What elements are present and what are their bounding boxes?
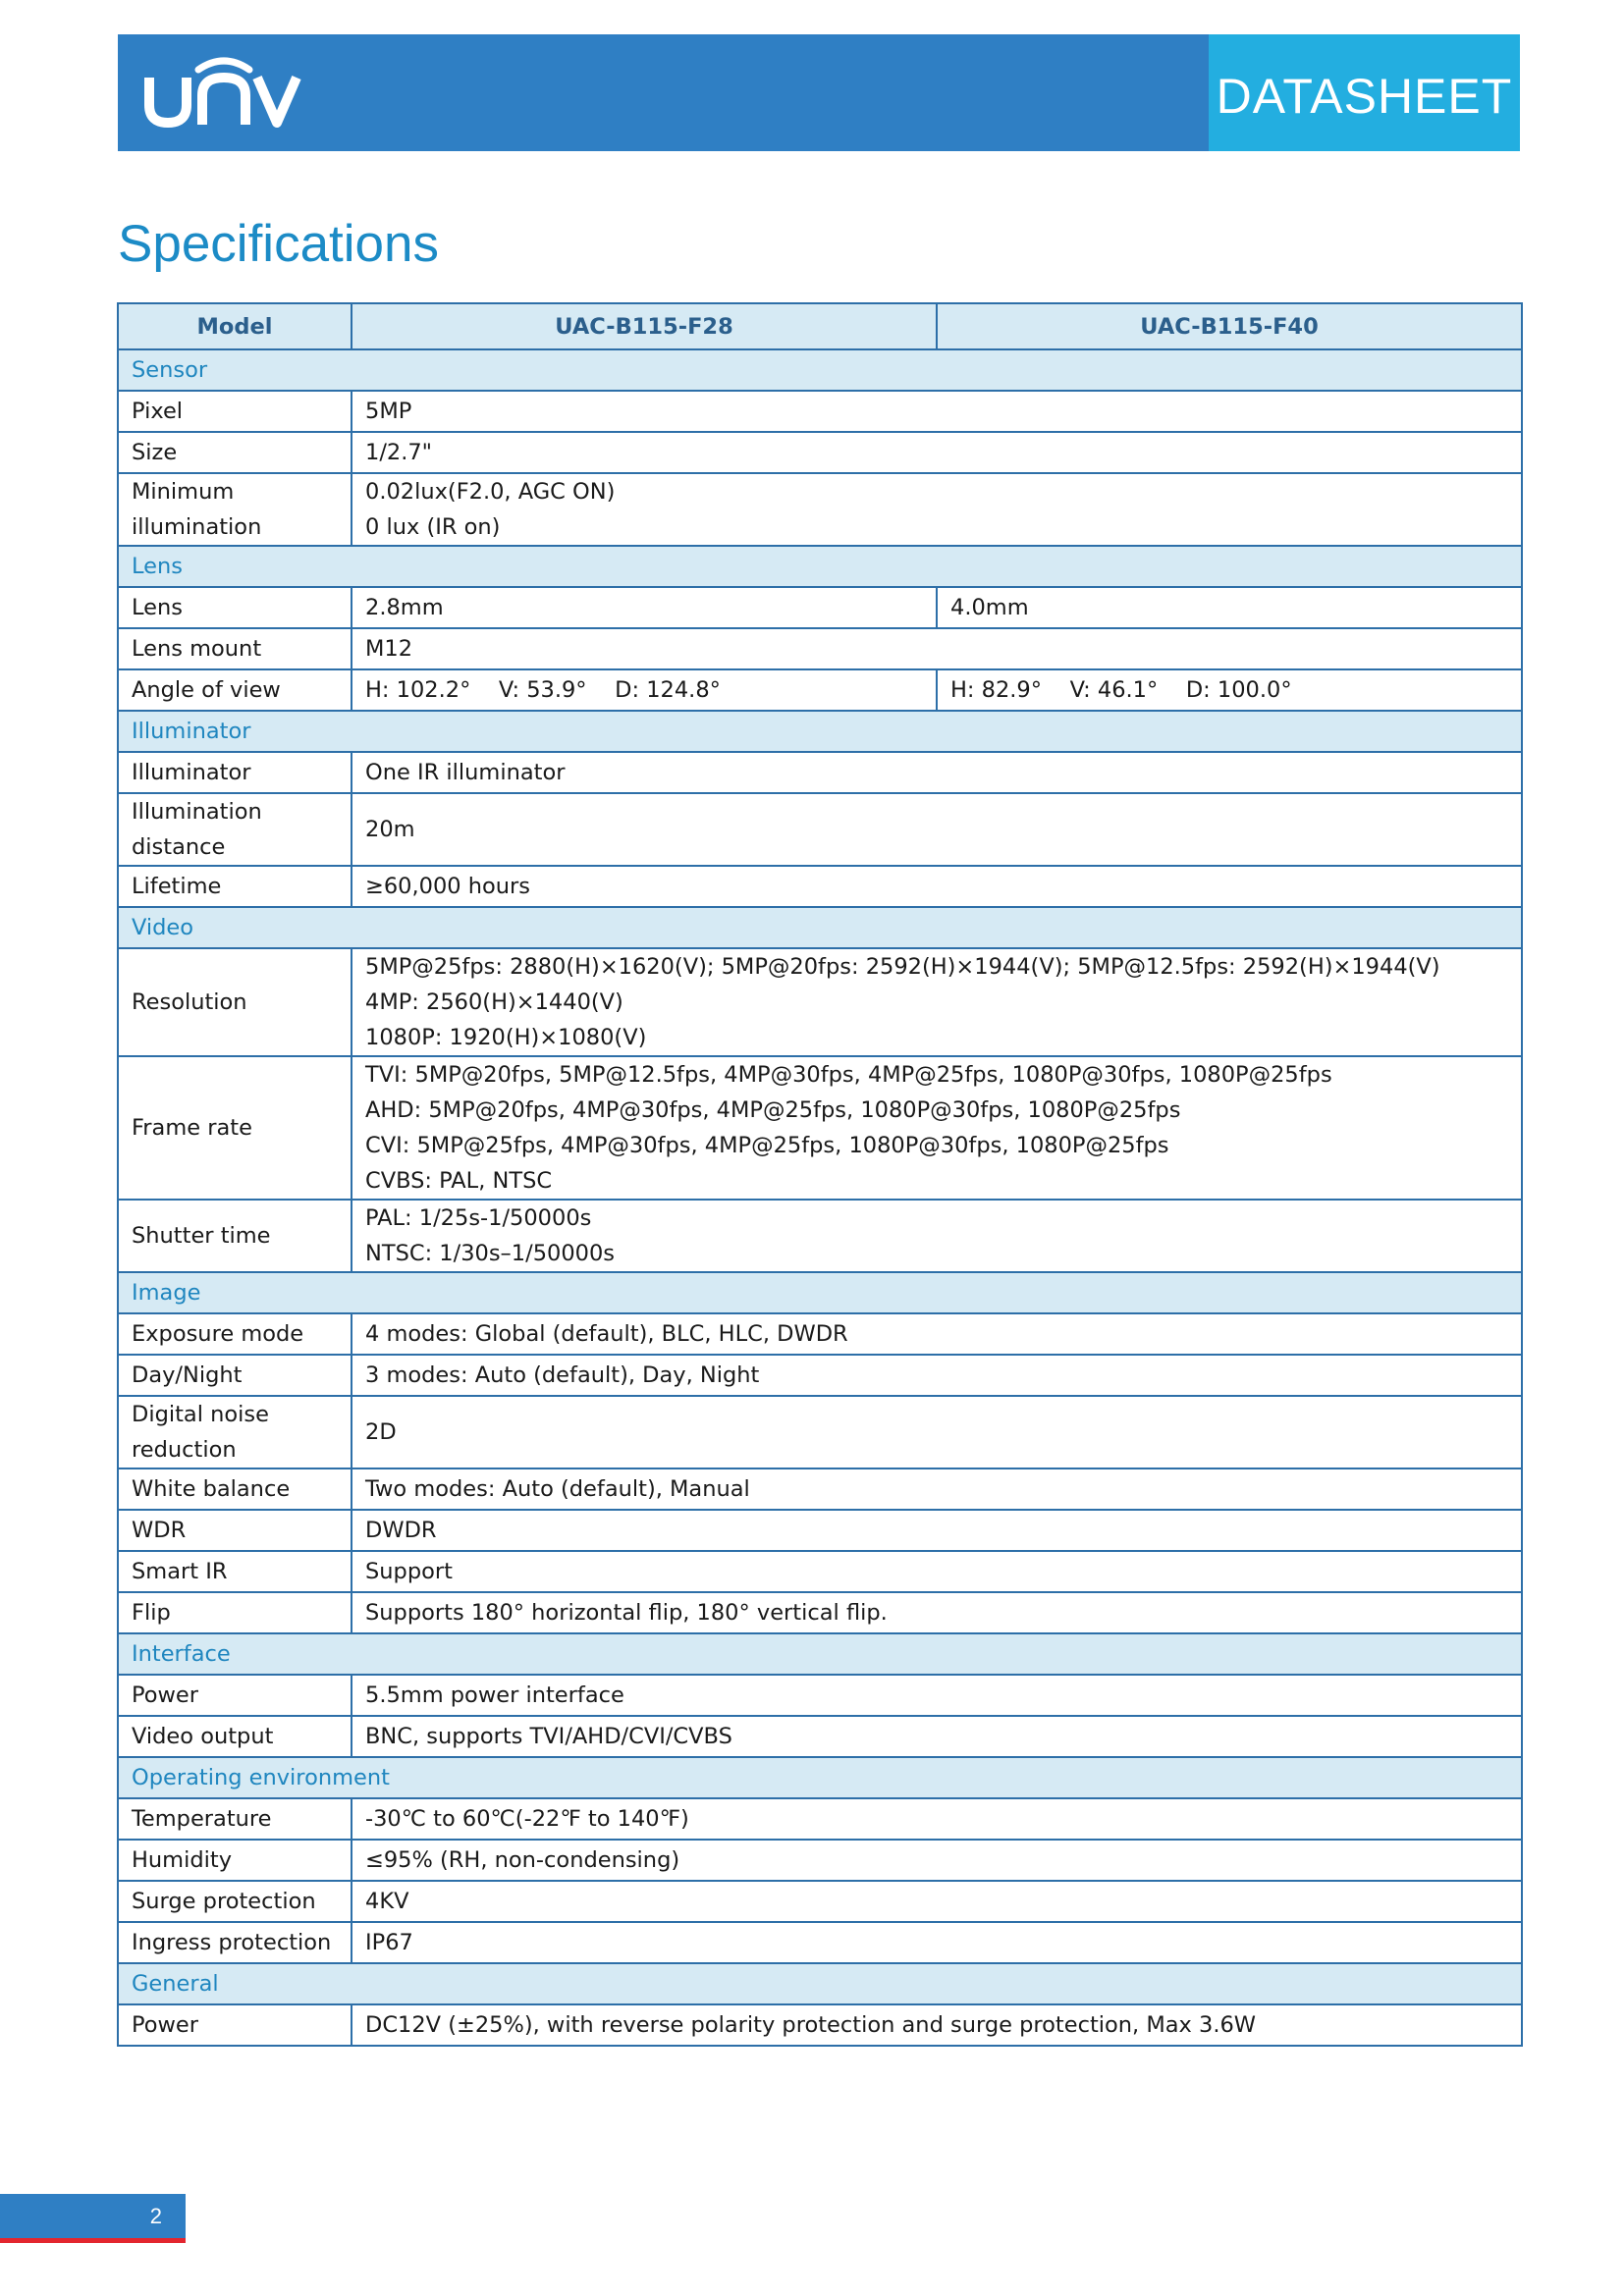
row-label: WDR bbox=[118, 1510, 352, 1551]
row-value: DWDR bbox=[352, 1510, 1522, 1551]
row-value: One IR illuminator bbox=[352, 752, 1522, 793]
row-value: Supports 180° horizontal flip, 180° vertical flip. bbox=[352, 1592, 1522, 1633]
table-row bbox=[118, 628, 1522, 669]
value-line: NTSC: 1/30s–1/50000s bbox=[365, 1241, 615, 1266]
table-row bbox=[118, 866, 1522, 907]
table-row bbox=[118, 752, 1522, 793]
row-value: Two modes: Auto (default), Manual bbox=[352, 1468, 1522, 1510]
section-video: Video bbox=[118, 907, 1522, 948]
table-row bbox=[118, 1675, 1522, 1716]
table-row bbox=[118, 1922, 1522, 1963]
row-label: Surge protection bbox=[118, 1881, 352, 1922]
row-label bbox=[118, 473, 352, 546]
row-label: Ingress protection bbox=[118, 1922, 352, 1963]
row-value bbox=[352, 948, 1522, 1056]
table-row bbox=[118, 793, 1522, 866]
row-value: ≥60,000 hours bbox=[352, 866, 1522, 907]
table-row bbox=[118, 948, 1522, 1056]
value-line: CVBS: PAL, NTSC bbox=[365, 1168, 553, 1194]
table-row bbox=[118, 2004, 1522, 2046]
section-operating-environment: Operating environment bbox=[118, 1757, 1522, 1798]
section-lens: Lens bbox=[118, 546, 1522, 587]
table-row bbox=[118, 1355, 1522, 1396]
header-model: Model bbox=[118, 303, 352, 349]
page-number-tab bbox=[0, 2194, 186, 2238]
row-label: Humidity bbox=[118, 1840, 352, 1881]
section-row bbox=[118, 1272, 1522, 1313]
row-label: Illuminator bbox=[118, 752, 352, 793]
section-general: General bbox=[118, 1963, 1522, 2004]
section-row bbox=[118, 546, 1522, 587]
section-row bbox=[118, 1633, 1522, 1675]
row-label: Day/Night bbox=[118, 1355, 352, 1396]
row-value: 1/2.7" bbox=[352, 432, 1522, 473]
value-line: 1080P: 1920(H)×1080(V) bbox=[365, 1025, 647, 1050]
value-line: TVI: 5MP@20fps, 5MP@12.5fps, 4MP@30fps, 4MP@25fps, 1080P@30fps, 1080P@25fps bbox=[365, 1062, 1332, 1088]
row-value-f28: H: 102.2° V: 53.9° D: 124.8° bbox=[352, 669, 937, 711]
row-label-line: Illumination bbox=[132, 799, 262, 825]
row-label: Power bbox=[118, 1675, 352, 1716]
row-label-line: Digital noise bbox=[132, 1402, 269, 1427]
row-value: 5MP bbox=[352, 391, 1522, 432]
row-label: Power bbox=[118, 2004, 352, 2046]
row-value: DC12V (±25%), with reverse polarity protection and surge protection, Max 3.6W bbox=[352, 2004, 1522, 2046]
section-row bbox=[118, 1963, 1522, 2004]
section-row bbox=[118, 1757, 1522, 1798]
section-row bbox=[118, 711, 1522, 752]
table-row bbox=[118, 1551, 1522, 1592]
table-row bbox=[118, 1840, 1522, 1881]
row-label: Lens mount bbox=[118, 628, 352, 669]
row-value bbox=[352, 473, 1522, 546]
row-value: BNC, supports TVI/AHD/CVI/CVBS bbox=[352, 1716, 1522, 1757]
row-value: IP67 bbox=[352, 1922, 1522, 1963]
footer-accent-line bbox=[0, 2238, 186, 2243]
row-value: Support bbox=[352, 1551, 1522, 1592]
value-line: 4MP: 2560(H)×1440(V) bbox=[365, 989, 623, 1015]
row-value-f40: 4.0mm bbox=[937, 587, 1522, 628]
row-label: Smart IR bbox=[118, 1551, 352, 1592]
header-model-f28: UAC-B115-F28 bbox=[352, 303, 937, 349]
row-label: White balance bbox=[118, 1468, 352, 1510]
row-value: 4KV bbox=[352, 1881, 1522, 1922]
row-label: Shutter time bbox=[118, 1200, 352, 1272]
row-value: -30℃ to 60℃(-22℉ to 140℉) bbox=[352, 1798, 1522, 1840]
table-row bbox=[118, 1056, 1522, 1200]
row-label-line: illumination bbox=[132, 514, 262, 540]
row-label bbox=[118, 1396, 352, 1468]
table-row bbox=[118, 669, 1522, 711]
unv-logo bbox=[141, 48, 308, 136]
row-label: Video output bbox=[118, 1716, 352, 1757]
row-label-line: reduction bbox=[132, 1437, 237, 1463]
page-header bbox=[118, 34, 1520, 151]
datasheet-label: DATASHEET bbox=[1216, 68, 1513, 124]
value-line: CVI: 5MP@25fps, 4MP@30fps, 4MP@25fps, 1080P@30fps, 1080P@25fps bbox=[365, 1133, 1169, 1158]
row-value-f40: H: 82.9° V: 46.1° D: 100.0° bbox=[937, 669, 1522, 711]
table-row bbox=[118, 1510, 1522, 1551]
page-title: Specifications bbox=[118, 215, 440, 273]
row-label: Angle of view bbox=[118, 669, 352, 711]
row-value: ≤95% (RH, non-condensing) bbox=[352, 1840, 1522, 1881]
row-value bbox=[352, 1056, 1522, 1200]
row-label: Frame rate bbox=[118, 1056, 352, 1200]
row-value: 20m bbox=[352, 793, 1522, 866]
table-row bbox=[118, 1716, 1522, 1757]
table-row bbox=[118, 1200, 1522, 1272]
row-label bbox=[118, 793, 352, 866]
value-line: AHD: 5MP@20fps, 4MP@30fps, 4MP@25fps, 1080P@30fps, 1080P@25fps bbox=[365, 1097, 1181, 1123]
table-row bbox=[118, 1798, 1522, 1840]
value-line: 0 lux (IR on) bbox=[365, 514, 501, 540]
row-value-f28: 2.8mm bbox=[352, 587, 937, 628]
row-label: Temperature bbox=[118, 1798, 352, 1840]
section-row bbox=[118, 349, 1522, 391]
table-header-row bbox=[118, 303, 1522, 349]
row-value bbox=[352, 1200, 1522, 1272]
table-row bbox=[118, 587, 1522, 628]
row-label: Flip bbox=[118, 1592, 352, 1633]
table-row bbox=[118, 1396, 1522, 1468]
table-row bbox=[118, 1468, 1522, 1510]
value-line: PAL: 1/25s-1/50000s bbox=[365, 1205, 592, 1231]
section-interface: Interface bbox=[118, 1633, 1522, 1675]
row-value: 2D bbox=[352, 1396, 1522, 1468]
header-model-f40: UAC-B115-F40 bbox=[937, 303, 1522, 349]
row-label: Lifetime bbox=[118, 866, 352, 907]
row-value: 5.5mm power interface bbox=[352, 1675, 1522, 1716]
row-label: Lens bbox=[118, 587, 352, 628]
specifications-table bbox=[117, 302, 1523, 2047]
page-number: 2 bbox=[149, 2203, 162, 2228]
row-value: 4 modes: Global (default), BLC, HLC, DWDR bbox=[352, 1313, 1522, 1355]
table-row bbox=[118, 1881, 1522, 1922]
section-row bbox=[118, 907, 1522, 948]
section-illuminator: Illuminator bbox=[118, 711, 1522, 752]
value-line: 5MP@25fps: 2880(H)×1620(V); 5MP@20fps: 2592(H)×1944(V); 5MP@12.5fps: 2592(H)×1944(V) bbox=[365, 954, 1440, 980]
section-image: Image bbox=[118, 1272, 1522, 1313]
row-value: M12 bbox=[352, 628, 1522, 669]
value-line: 0.02lux(F2.0, AGC ON) bbox=[365, 479, 616, 505]
row-label-line: Minimum bbox=[132, 479, 235, 505]
table-row bbox=[118, 1313, 1522, 1355]
table-row bbox=[118, 432, 1522, 473]
table-row bbox=[118, 473, 1522, 546]
row-label: Resolution bbox=[118, 948, 352, 1056]
row-value: 3 modes: Auto (default), Day, Night bbox=[352, 1355, 1522, 1396]
row-label: Pixel bbox=[118, 391, 352, 432]
table-row bbox=[118, 1592, 1522, 1633]
row-label-line: distance bbox=[132, 834, 226, 860]
table-row bbox=[118, 391, 1522, 432]
row-label: Size bbox=[118, 432, 352, 473]
section-sensor: Sensor bbox=[118, 349, 1522, 391]
row-label: Exposure mode bbox=[118, 1313, 352, 1355]
datasheet-badge bbox=[1209, 34, 1520, 151]
